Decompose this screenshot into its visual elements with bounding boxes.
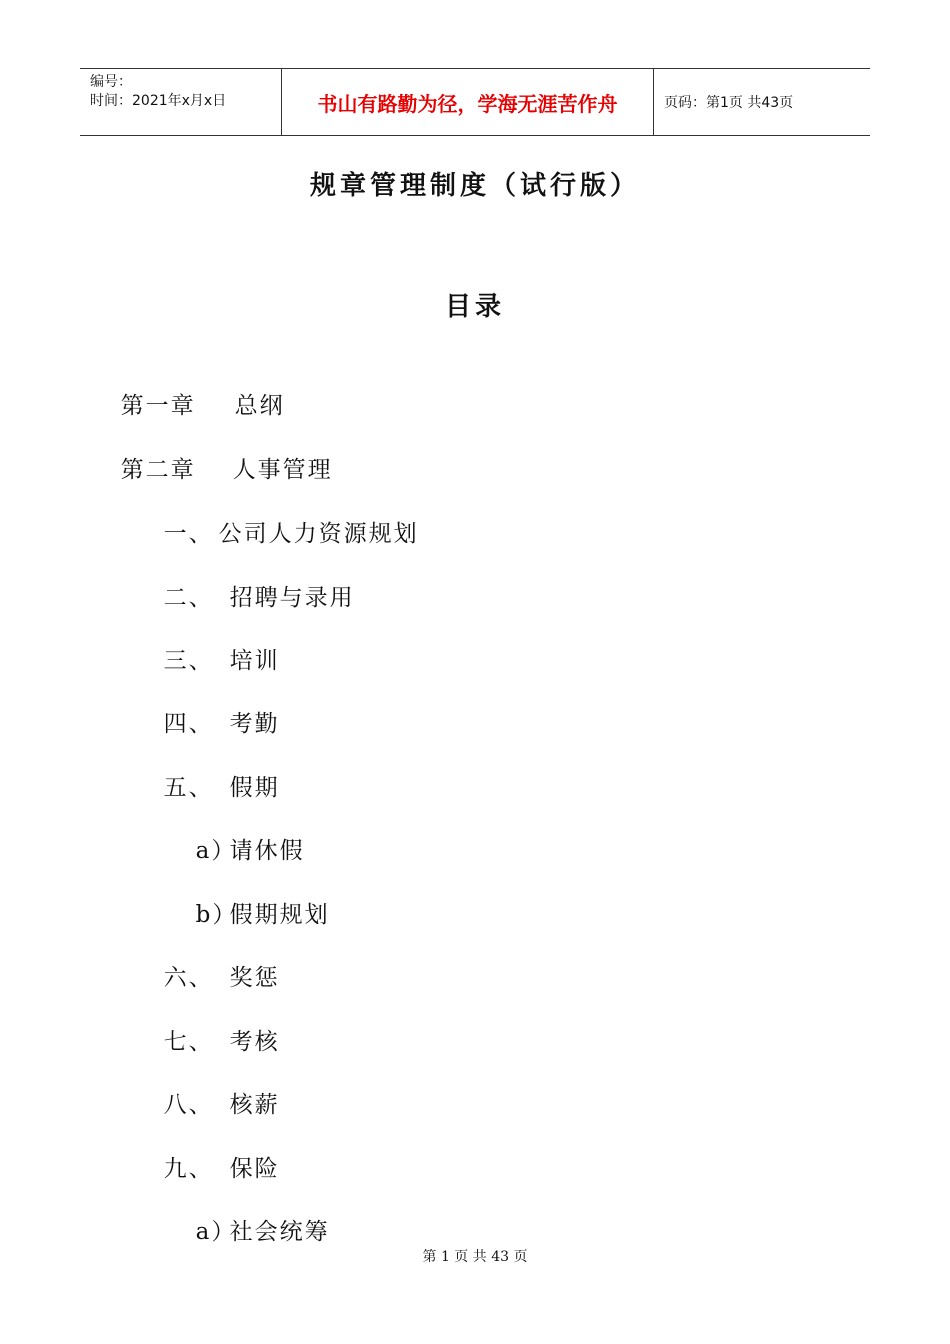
toc-entry-text: 考勤 [229,711,280,737]
header-time-label: 时间：2021年x月x日 [90,93,227,109]
toc-entry-number: 一、 [163,521,214,547]
toc-entry-text: 请休假 [229,838,305,864]
toc-entry-number: b） [195,902,238,928]
toc-entry [145,1057,280,1118]
toc-entry [102,358,285,419]
toc-entry [145,550,355,611]
toc-entry-number: 第一章 [120,393,196,419]
toc-entry [145,740,280,801]
toc-entry-number: 四、 [163,711,214,737]
header-meta [80,69,281,135]
toc-entry-text: 核薪 [229,1092,280,1118]
toc-entry-number: a） [195,838,237,864]
toc-entry-text: 公司人力资源规划 [218,521,419,547]
header-number-label: 编号： [90,74,132,90]
toc-entry-text: 社会统筹 [229,1219,330,1245]
toc-entry-number: a） [195,1219,237,1245]
toc-entry [177,867,330,928]
toc-entry [145,486,419,547]
header-page-info: 页码：第1页 共43页 [664,95,794,111]
toc-entry-text: 招聘与录用 [229,585,355,611]
toc-entry-number: 二、 [163,585,214,611]
header-motto: 书山有路勤为径，学海无涯苦作舟 [281,69,654,135]
toc-entry [145,1121,280,1182]
toc-entry-text: 人事管理 [232,457,333,483]
toc-entry [177,803,305,864]
toc-entry-text: 假期 [229,775,280,801]
document-title: 规章管理制度（试行版） [309,171,640,201]
toc-entry-number: 三、 [163,648,214,674]
toc-entry-number: 七、 [163,1029,214,1055]
toc-entry-number: 五、 [163,775,214,801]
toc-entry-number: 九、 [163,1156,214,1182]
toc-entry [102,422,333,483]
toc-entry-text: 假期规划 [229,902,330,928]
toc-entry-number: 第二章 [120,457,196,483]
toc-entry-number: 六、 [163,965,214,991]
toc-entry [145,994,280,1055]
toc-entry-text: 总纲 [234,393,285,419]
toc-entry-text: 奖惩 [229,965,280,991]
toc-entry-text: 保险 [229,1156,280,1182]
page-footer: 第 1 页 共 43 页 [422,1249,528,1265]
toc-title: 目录 [444,292,505,322]
toc-entry [177,1184,330,1245]
document-header [80,68,870,136]
toc-entry-text: 考核 [229,1029,280,1055]
toc-entry [145,930,280,991]
toc-entry-number: 八、 [163,1092,214,1118]
toc-entry [145,676,280,737]
toc-entry [145,613,280,674]
toc-entry-text: 培训 [229,648,280,674]
